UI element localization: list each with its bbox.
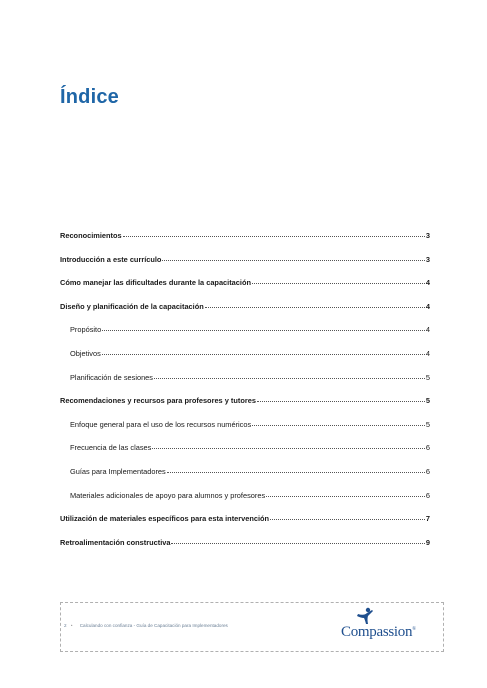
toc-entry[interactable] xyxy=(60,460,430,484)
toc-entry[interactable] xyxy=(60,366,430,390)
toc-entry-label: Utilización de materiales específicos para esta intervención xyxy=(60,514,270,524)
toc-dot-leader xyxy=(205,307,425,308)
toc-entry[interactable] xyxy=(60,389,430,413)
toc-entry-label: Reconocimientos xyxy=(60,231,122,240)
toc-dot-leader xyxy=(102,354,425,355)
toc-entry-label: Frecuencia de las clases xyxy=(70,443,152,453)
toc-dot-leader xyxy=(252,425,425,426)
toc-entry[interactable] xyxy=(60,531,430,555)
toc-entry[interactable] xyxy=(60,507,430,531)
toc-entry-page: 4 xyxy=(425,278,430,288)
toc-entry-label: Propósito xyxy=(70,325,102,335)
toc-dot-leader xyxy=(162,260,424,261)
toc-entry[interactable] xyxy=(60,436,430,460)
toc-dot-leader xyxy=(257,401,425,402)
logo-wordmark: Compassion® xyxy=(341,624,416,640)
toc-dot-leader xyxy=(171,543,424,544)
toc-entry-page: 4 xyxy=(425,348,430,358)
toc-entry-label: Retroalimentación constructiva xyxy=(60,537,171,547)
toc-entry-label: Enfoque general para el uso de los recursos numéricos xyxy=(70,419,252,429)
toc-entry[interactable] xyxy=(60,484,430,508)
page-title: Índice xyxy=(60,86,119,108)
toc-dot-leader xyxy=(252,283,425,284)
toc-entry[interactable] xyxy=(60,342,430,366)
toc-entry[interactable] xyxy=(60,248,430,272)
footer-title: Calculando con confianza - Guía de Capacitación para Implementadores xyxy=(79,623,228,628)
toc-entry-page: 6 xyxy=(425,443,430,453)
toc-dot-leader xyxy=(102,330,425,331)
toc-dot-leader xyxy=(270,519,425,520)
toc-entry-label: Materiales adicionales de apoyo para alumnos y profesores xyxy=(70,490,266,500)
toc-entry-page: 7 xyxy=(425,514,430,524)
toc-entry[interactable] xyxy=(60,295,430,319)
toc-entry-label: Introducción a este currículo xyxy=(60,254,162,264)
toc-entry-label: Objetivos xyxy=(70,348,101,358)
page-footer xyxy=(60,602,444,652)
toc-dot-leader xyxy=(154,378,425,379)
toc-entry-page: 4 xyxy=(425,325,430,335)
toc-entry-page: 5 xyxy=(425,396,430,406)
toc-entry-label: Recomendaciones y recursos para profesores y tutores xyxy=(60,396,256,406)
toc-entry-page: 3 xyxy=(425,254,430,264)
toc-entry-page: 5 xyxy=(425,372,430,382)
footer-page-number: 2 xyxy=(64,623,67,628)
toc-entry-page: 5 xyxy=(425,419,430,429)
toc-entry-label: Diseño y planificación de la capacitación xyxy=(60,301,204,311)
toc-entry-page: 9 xyxy=(425,537,430,547)
toc-entry-page: 6 xyxy=(425,466,430,476)
footer-separator: • xyxy=(70,623,73,628)
toc-entry[interactable] xyxy=(60,318,430,342)
toc-entry[interactable] xyxy=(60,224,430,248)
toc-entry-label: Guías para Implementadores xyxy=(70,466,166,476)
toc-dot-leader xyxy=(266,496,425,497)
toc-dot-leader xyxy=(152,448,425,449)
compassion-logo xyxy=(341,607,437,647)
toc-dot-leader xyxy=(123,236,425,237)
toc-entry[interactable] xyxy=(60,271,430,295)
toc-entry-page: 4 xyxy=(425,301,430,311)
toc-dot-leader xyxy=(167,472,425,473)
toc-entry-page: 3 xyxy=(425,231,430,240)
toc-entry-page: 6 xyxy=(425,490,430,500)
footer-text xyxy=(64,623,228,628)
toc-entry-label: Planificación de sesiones xyxy=(70,372,153,382)
toc-entry-label: Cómo manejar las dificultades durante la capacitación xyxy=(60,278,251,288)
table-of-contents xyxy=(60,224,430,554)
toc-entry[interactable] xyxy=(60,413,430,437)
